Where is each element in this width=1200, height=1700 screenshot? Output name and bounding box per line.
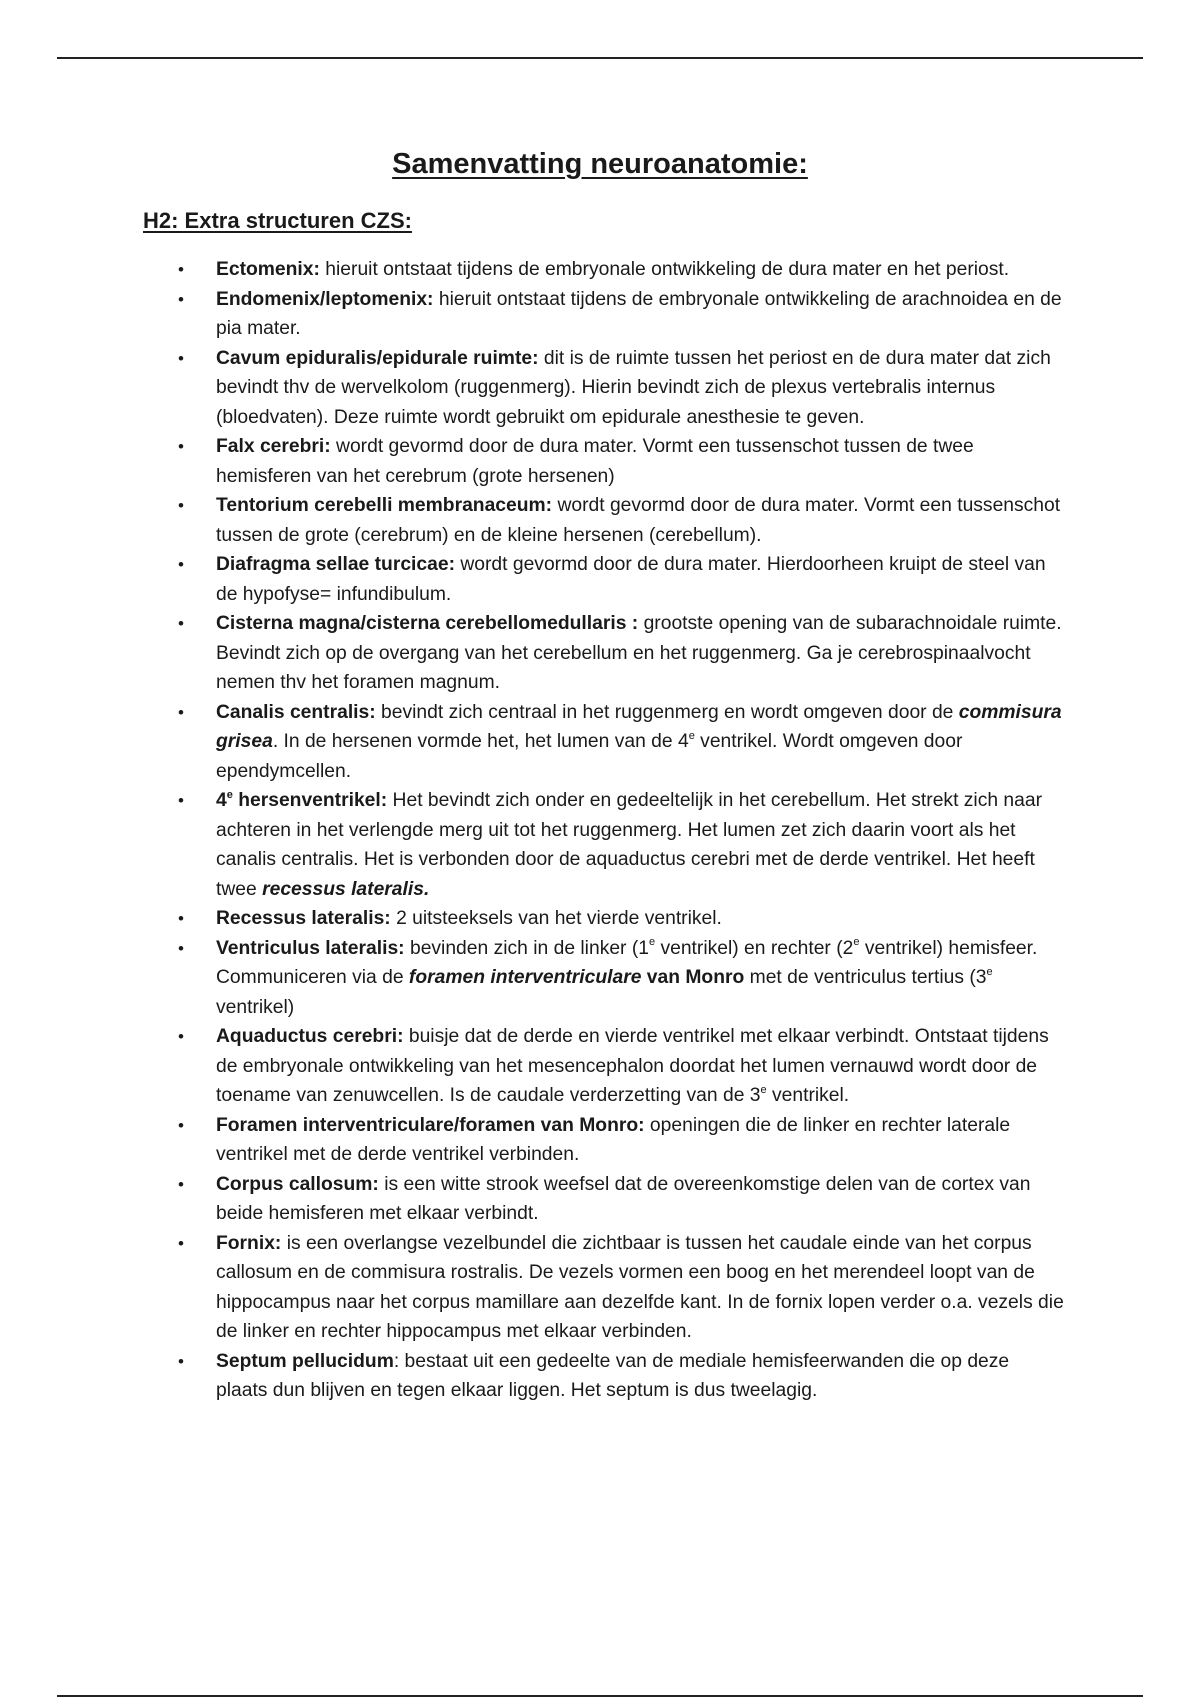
item-term: Septum pellucidum <box>216 1350 394 1372</box>
item-text: ventrikel) <box>216 996 295 1018</box>
list-item <box>175 934 1065 1023</box>
bullet-icon: • <box>178 1351 184 1371</box>
list-item <box>175 609 1065 698</box>
bullet-icon: • <box>178 614 184 633</box>
bullet-icon: • <box>178 938 184 958</box>
item-term: Aquaductus cerebri: <box>216 1026 404 1047</box>
item-text: ventrikel) hemisfeer. Communiceren via de <box>216 937 1038 988</box>
item-text: bevindt zich centraal in het ruggenmerg en wordt omgeven door de <box>375 701 959 723</box>
item-term: Corpus callosum: <box>216 1173 379 1195</box>
item-term: Recessus lateralis: <box>216 908 391 929</box>
item-term: 4e hersenventrikel: <box>216 788 388 811</box>
list-item <box>175 255 1065 285</box>
list-item <box>175 1111 1065 1170</box>
list-item <box>175 491 1065 550</box>
item-text: wordt gevormd door de dura mater. Vormt een tussenschot tussen de grote (cerebrum) en de kleine hersenen (cerebellum). <box>216 495 1061 546</box>
list-item <box>175 550 1065 609</box>
list-item <box>175 786 1065 904</box>
structures-list <box>175 255 1065 1406</box>
list-item <box>175 432 1065 491</box>
superscript: e <box>648 936 656 949</box>
item-text: ventrikel. Wordt omgeven door ependymcellen. <box>216 731 963 782</box>
item-emphasis: commisura grisea <box>216 701 1062 752</box>
item-text: 2 uitsteeksels van het vierde ventrikel. <box>390 908 722 929</box>
list-item <box>175 904 1065 934</box>
list-item <box>175 285 1065 344</box>
item-text: : bestaat uit een gedeelte van de mediale hemisfeerwanden die op deze plaats dun blijven en tegen elkaar liggen. Het septum is dus tweelagig. <box>216 1350 1010 1401</box>
item-term: Fornix: <box>216 1232 282 1254</box>
item-term: Ectomenix: <box>216 259 320 280</box>
section-heading: H2: Extra structuren CZS: <box>143 208 412 233</box>
item-term: Cavum epiduralis/epidurale ruimte: <box>216 347 539 369</box>
item-text: buisje dat de derde en vierde ventrikel met elkaar verbindt. Ontstaat tijdens de embryonale ontwikkeling van het mesencephalon doordat het lumen vernauwd wordt door de toename van zenuwcellen. Is de caudale verderzetting van de 3 <box>216 1026 1049 1106</box>
list-item <box>175 698 1065 787</box>
item-bold: van Monro <box>641 967 745 988</box>
list-item <box>175 1022 1065 1111</box>
bullet-icon: • <box>178 1233 184 1253</box>
item-text: openingen die de linker en rechter laterale ventrikel met de derde ventrikel verbinden. <box>216 1114 1011 1165</box>
list-item <box>175 1170 1065 1229</box>
bullet-icon: • <box>178 909 184 928</box>
bullet-icon: • <box>178 702 184 722</box>
item-text: bevinden zich in de linker (1 <box>404 937 649 959</box>
superscript: e <box>226 788 233 801</box>
item-text: grootste opening van de subarachnoidale ruimte. Bevindt zich op de overgang van het cerebellum en het ruggenmerg. Ga je cerebrospinaalvocht nemen thv het foramen magnum. <box>216 613 1062 693</box>
bullet-icon: • <box>178 1115 184 1135</box>
item-emphasis: foramen interventriculare <box>408 967 642 988</box>
item-term: Canalis centralis: <box>216 701 376 723</box>
item-text: met de ventriculus tertius (3 <box>744 967 987 988</box>
bullet-icon: • <box>178 260 184 279</box>
item-text: is een overlangse vezelbundel die zichtbaar is tussen het caudale einde van het corpus callosum en de commisura rostralis. De vezels vormen een boog en het merendeel loopt van de hippocampus naar het corpus mamillare aan dezelfde kant. In de fornix lopen verder o.a. vezels die de linker en rechter hippocampus met elkaar verbinden. <box>216 1232 1064 1342</box>
bottom-rule <box>57 1695 1143 1697</box>
item-term: Ventriculus lateralis: <box>216 937 405 959</box>
item-term: Tentorium cerebelli membranaceum: <box>216 495 553 516</box>
item-term: Diafragma sellae turcicae: <box>216 554 455 575</box>
item-text: is een witte strook weefsel dat de overeenkomstige delen van de cortex van beide hemisferen met elkaar verbindt. <box>216 1173 1031 1224</box>
item-text: ventrikel. <box>766 1085 850 1106</box>
superscript: e <box>986 965 993 978</box>
bullet-icon: • <box>178 348 184 368</box>
item-text: . In de hersenen vormde het, het lumen van de 4 <box>272 731 689 752</box>
item-text: Het bevindt zich onder en gedeeltelijk in het cerebellum. Het strekt zich naar achteren in het verlengde merg uit tot het ruggenmerg. Het lumen zet zich daarin voort als het canalis centralis. Het is verbonden door de aquaductus cerebri met de derde ventrikel. Het heeft twee <box>216 790 1043 900</box>
item-term: Falx cerebri: <box>216 436 331 457</box>
bullet-icon: • <box>178 1027 184 1046</box>
bullet-icon: • <box>178 437 184 456</box>
top-rule <box>57 57 1143 59</box>
superscript: e <box>853 936 860 949</box>
list-item <box>175 1229 1065 1347</box>
bullet-icon: • <box>178 496 184 515</box>
page-title: Samenvatting neuroanatomie: <box>392 148 808 180</box>
item-text: hieruit ontstaat tijdens de embryonale ontwikkeling de arachnoidea en de pia mater. <box>216 288 1062 339</box>
item-emphasis: recessus lateralis. <box>262 878 430 900</box>
item-text: wordt gevormd door de dura mater. Vormt een tussenschot tussen de twee hemisferen van het cerebrum (grote hersenen) <box>216 436 974 487</box>
item-text: dit is de ruimte tussen het periost en de dura mater dat zich bevindt thv de wervelkolom (ruggenmerg). Hierin bevindt zich de plexus vertebralis internus (bloedvaten). Deze ruimte wordt gebruikt om epidurale anesthesie te geven. <box>216 347 1051 428</box>
item-text: ventrikel) en rechter (2 <box>655 937 854 959</box>
bullet-icon: • <box>178 791 184 810</box>
item-term: Cisterna magna/cisterna cerebellomedullaris : <box>216 613 639 634</box>
bullet-icon: • <box>178 289 184 309</box>
bullet-icon: • <box>178 555 184 574</box>
item-term: Foramen interventriculare/foramen van Monro: <box>216 1114 645 1136</box>
list-item <box>175 344 1065 433</box>
item-text: wordt gevormd door de dura mater. Hierdoorheen kruipt de steel van de hypofyse= infundibulum. <box>216 554 1046 605</box>
superscript: e <box>760 1083 767 1096</box>
superscript: e <box>688 729 695 742</box>
item-text: hieruit ontstaat tijdens de embryonale ontwikkeling de dura mater en het periost. <box>319 259 1010 280</box>
bullet-icon: • <box>178 1174 184 1194</box>
item-term: Endomenix/leptomenix: <box>216 288 434 310</box>
list-item <box>175 1347 1065 1406</box>
